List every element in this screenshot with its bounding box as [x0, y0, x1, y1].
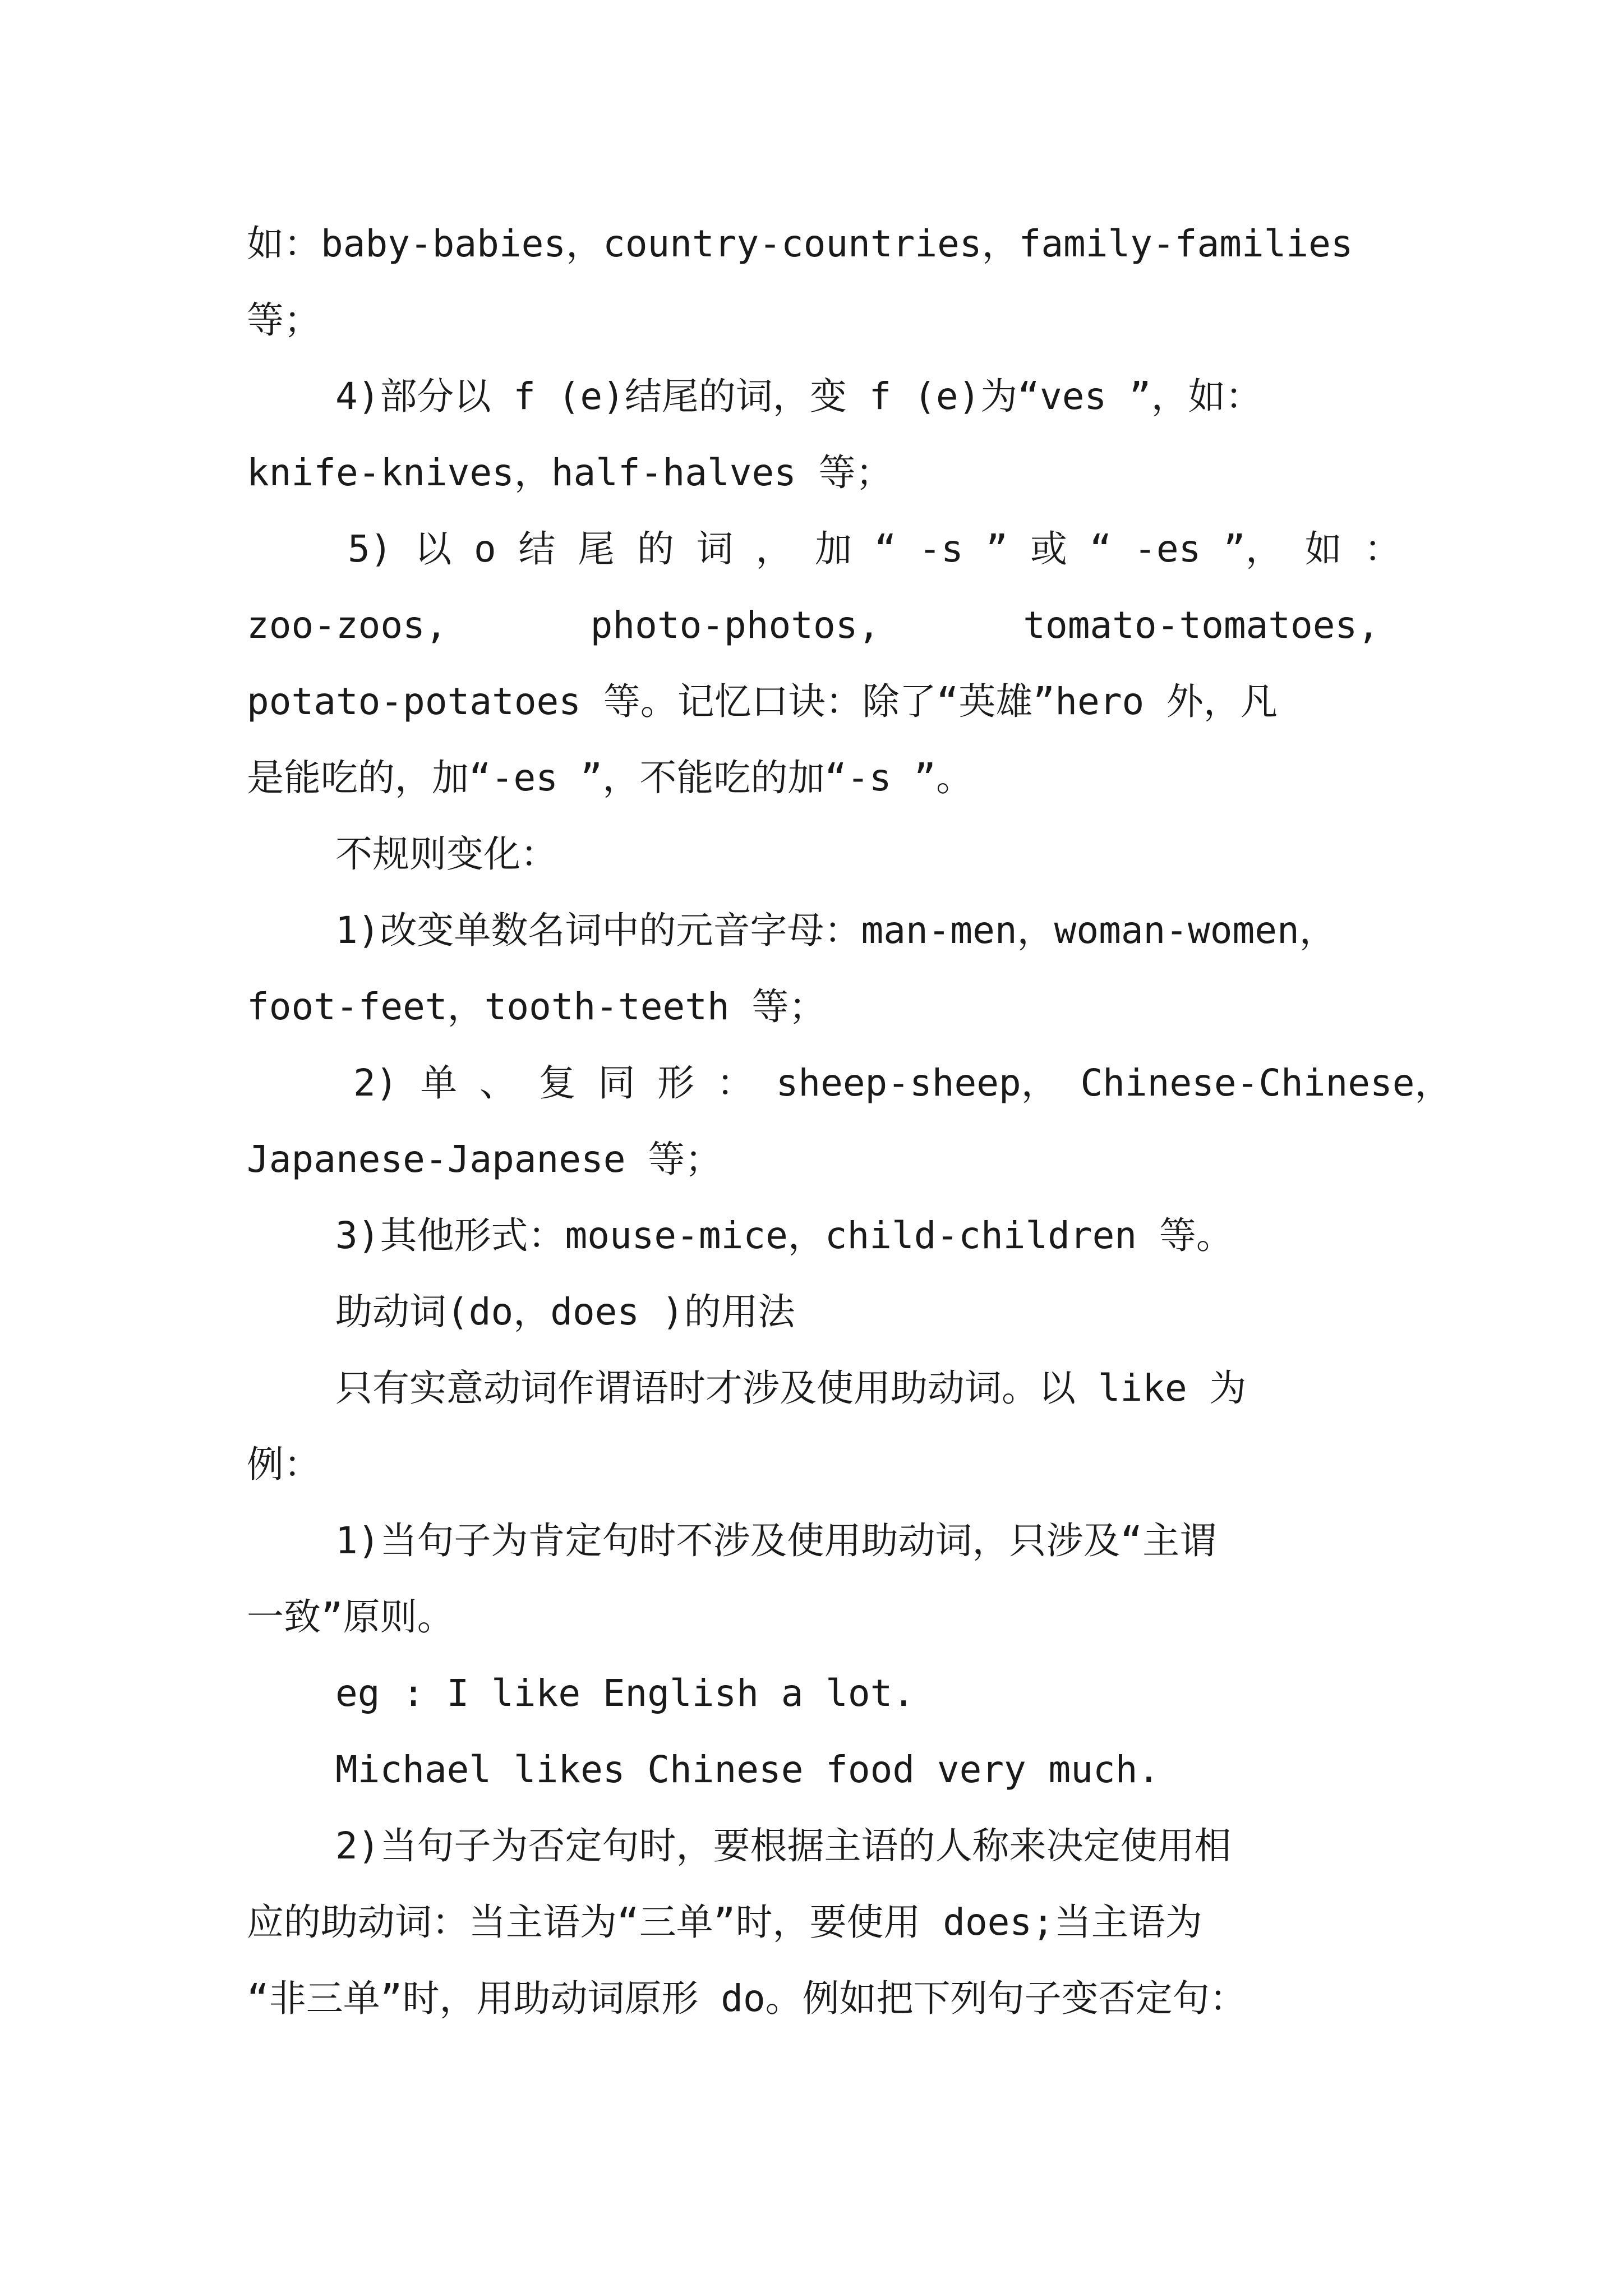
text-line: [0, 1358, 1623, 1419]
text-line-content: “非三单”时，用助动词原形 do。例如把下列句子变否定句：: [247, 1977, 1247, 2020]
text-line-content: 助动词(do，does )的用法: [335, 1290, 795, 1333]
text-line: [0, 442, 1623, 504]
text-line-content: 一致”原则。: [247, 1595, 454, 1639]
text-line-content: Japanese-Japanese 等；: [247, 1138, 722, 1181]
text-line-content: 4)部分以 f (e)结尾的词，变 f (e)为“ves ”，如：: [335, 375, 1262, 418]
text-line: [0, 595, 1623, 656]
text-line-content: 1)改变单数名词中的元音字母：man-men，woman-women，: [335, 909, 1336, 952]
text-line: [0, 1968, 1623, 2030]
text-line: [0, 1434, 1623, 1496]
text-line: [0, 1815, 1623, 1877]
text-line-content: Michael likes Chinese food very much.: [335, 1748, 1160, 1791]
example-sentence: [0, 1663, 1623, 1724]
text-line-content: 应的助动词：当主语为“三单”时，要使用 does;当主语为: [247, 1901, 1202, 1944]
text-line: [0, 366, 1623, 427]
text-line: [0, 1052, 1623, 1114]
text-line: [0, 1892, 1623, 1953]
example-word: zoo-zoos,: [247, 604, 448, 647]
text-line-content: eg : I like English a lot.: [335, 1672, 915, 1715]
example-word: photo-photos,: [590, 604, 880, 647]
text-line-content: 2)当句子为否定句时，要根据主语的人称来决定使用相: [335, 1824, 1232, 1867]
text-line-content: 2) 单 、 复 同 形 ： sheep-sheep， Chinese-Chinese，: [353, 1061, 1452, 1105]
text-line: [0, 1129, 1623, 1190]
text-line: [0, 1510, 1623, 1572]
section-heading: [0, 1281, 1623, 1343]
text-line-content: potato-potatoes 等。记忆口诀：除了“英雄”hero 外，凡: [247, 680, 1278, 723]
text-line: [0, 1205, 1623, 1267]
text-line-content: 3)其他形式：mouse-mice，child-children 等。: [335, 1214, 1233, 1257]
section-heading: [0, 823, 1623, 885]
text-line: [0, 213, 1623, 275]
text-line-content: 只有实意动词作谓语时才涉及使用助动词。以 like 为: [335, 1366, 1247, 1410]
text-line: [0, 976, 1623, 1038]
text-line-content: 1)当句子为肯定句时不涉及使用助动词，只涉及“主谓: [335, 1519, 1217, 1562]
text-line-content: foot-feet，tooth-teeth 等；: [247, 985, 826, 1028]
text-line-content: 等；: [247, 298, 321, 342]
justified-example-row: [247, 595, 1380, 656]
text-line-content: knife-knives，half-halves 等；: [247, 451, 893, 494]
text-line-content: 是能吃的，加“-es ”，不能吃的加“-s ”。: [247, 756, 974, 799]
text-line: [0, 900, 1623, 961]
text-line: [0, 1586, 1623, 1648]
text-line: [0, 747, 1623, 809]
example-word: tomato-tomatoes,: [1023, 604, 1380, 647]
example-sentence: [0, 1739, 1623, 1801]
text-line-content: 如：baby-babies，country-countries，family-families: [247, 222, 1353, 265]
text-line: [0, 671, 1623, 733]
text-line-content: 5) 以 o 结 尾 的 词 ， 加 “ -s ” 或 “ -es ”， 如 ：: [348, 527, 1401, 570]
text-line: [0, 518, 1623, 580]
text-line-content: 例：: [247, 1443, 321, 1486]
text-line: [0, 289, 1623, 351]
text-line-content: 不规则变化：: [335, 832, 557, 876]
